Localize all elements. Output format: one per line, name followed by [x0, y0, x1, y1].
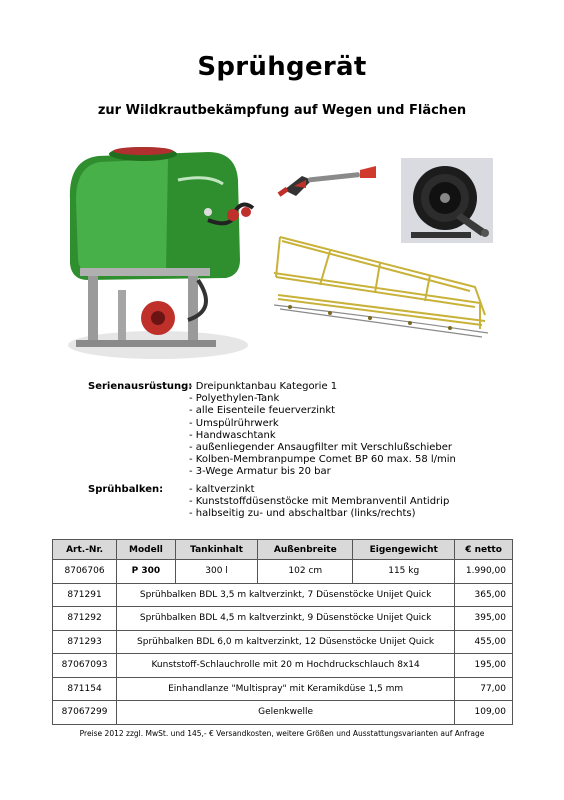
table-row: [53, 607, 513, 631]
cell-price: 455,00: [455, 630, 513, 654]
cell-price: 77,00: [455, 677, 513, 701]
list-item: - außenliegender Ansaugfilter mit Verschlußschieber: [189, 442, 456, 454]
boom-label: Sprühbalken:: [88, 484, 164, 495]
cell-tank: 300 l: [175, 560, 257, 584]
list-item: - 3-Wege Armatur bis 20 bar: [189, 466, 456, 478]
cell-description: Sprühbalken BDL 3,5 m kaltverzinkt, 7 Düsenstöcke Unijet Quick: [117, 583, 455, 607]
table-row: [53, 677, 513, 701]
spray-boom-image: [270, 225, 495, 345]
standard-equipment-list: [189, 381, 456, 479]
cell-description: Sprühbalken BDL 4,5 m kaltverzinkt, 9 Düsenstöcke Unijet Quick: [117, 607, 455, 631]
sprayer-image: [58, 140, 258, 365]
boom-list: [189, 484, 449, 521]
cell-description: Einhandlanze "Multispray" mit Keramikdüse 1,5 mm: [117, 677, 455, 701]
list-item: - Kolben-Membranpumpe Comet BP 60 max. 58 l/min: [189, 454, 456, 466]
cell-width: 102 cm: [258, 560, 353, 584]
cell-art-nr: 871154: [53, 677, 117, 701]
cell-model: P 300: [117, 560, 176, 584]
header-art-nr: Art.-Nr.: [53, 540, 117, 560]
cell-art-nr: 8706706: [53, 560, 117, 584]
table-row: [53, 654, 513, 678]
cell-price: 195,00: [455, 654, 513, 678]
spray-lance-image: [272, 158, 382, 203]
cell-art-nr: 871293: [53, 630, 117, 654]
table-row: [53, 701, 513, 725]
page-title: Sprühgerät: [197, 52, 367, 82]
cell-art-nr: 871292: [53, 607, 117, 631]
header-price: € netto: [455, 540, 513, 560]
header-weight: Eigengewicht: [353, 540, 455, 560]
cell-description: Sprühbalken BDL 6,0 m kaltverzinkt, 12 Düsenstöcke Unijet Quick: [117, 630, 455, 654]
standard-equipment-label: Serienausrüstung:: [88, 381, 193, 392]
cell-price: 395,00: [455, 607, 513, 631]
cell-description: Kunststoff-Schlauchrolle mit 20 m Hochdruckschlauch 8x14: [117, 654, 455, 678]
list-item: - Handwaschtank: [189, 430, 456, 442]
list-item: - halbseitig zu- und abschaltbar (links/rechts): [189, 508, 449, 520]
header-width: Außenbreite: [258, 540, 353, 560]
table-header-row: [53, 540, 513, 560]
cell-art-nr: 87067299: [53, 701, 117, 725]
list-item: - alle Eisenteile feuerverzinkt: [189, 405, 456, 417]
price-table: [52, 539, 513, 725]
cell-price: 109,00: [455, 701, 513, 725]
table-row: [53, 583, 513, 607]
header-tank: Tankinhalt: [175, 540, 257, 560]
table-row: [53, 630, 513, 654]
price-footnote: Preise 2012 zzgl. MwSt. und 145,- € Versandkosten, weitere Größen und Ausstattungsvarianten auf Anfrage: [79, 729, 485, 738]
list-item: - Umspülrührwerk: [189, 418, 456, 430]
list-item: - Polyethylen-Tank: [189, 393, 456, 405]
cell-art-nr: 87067093: [53, 654, 117, 678]
list-item: - kaltverzinkt: [189, 484, 449, 496]
cell-description: Gelenkwelle: [117, 701, 455, 725]
header-model: Modell: [117, 540, 176, 560]
page-subtitle: zur Wildkrautbekämpfung auf Wegen und Flächen: [97, 103, 467, 118]
table-row: [53, 560, 513, 584]
cell-weight: 115 kg: [353, 560, 455, 584]
cell-art-nr: 871291: [53, 583, 117, 607]
list-item: - Dreipunktanbau Kategorie 1: [189, 381, 456, 393]
cell-price: 1.990,00: [455, 560, 513, 584]
cell-price: 365,00: [455, 583, 513, 607]
list-item: - Kunststoffdüsenstöcke mit Membranventil Antidrip: [189, 496, 449, 508]
